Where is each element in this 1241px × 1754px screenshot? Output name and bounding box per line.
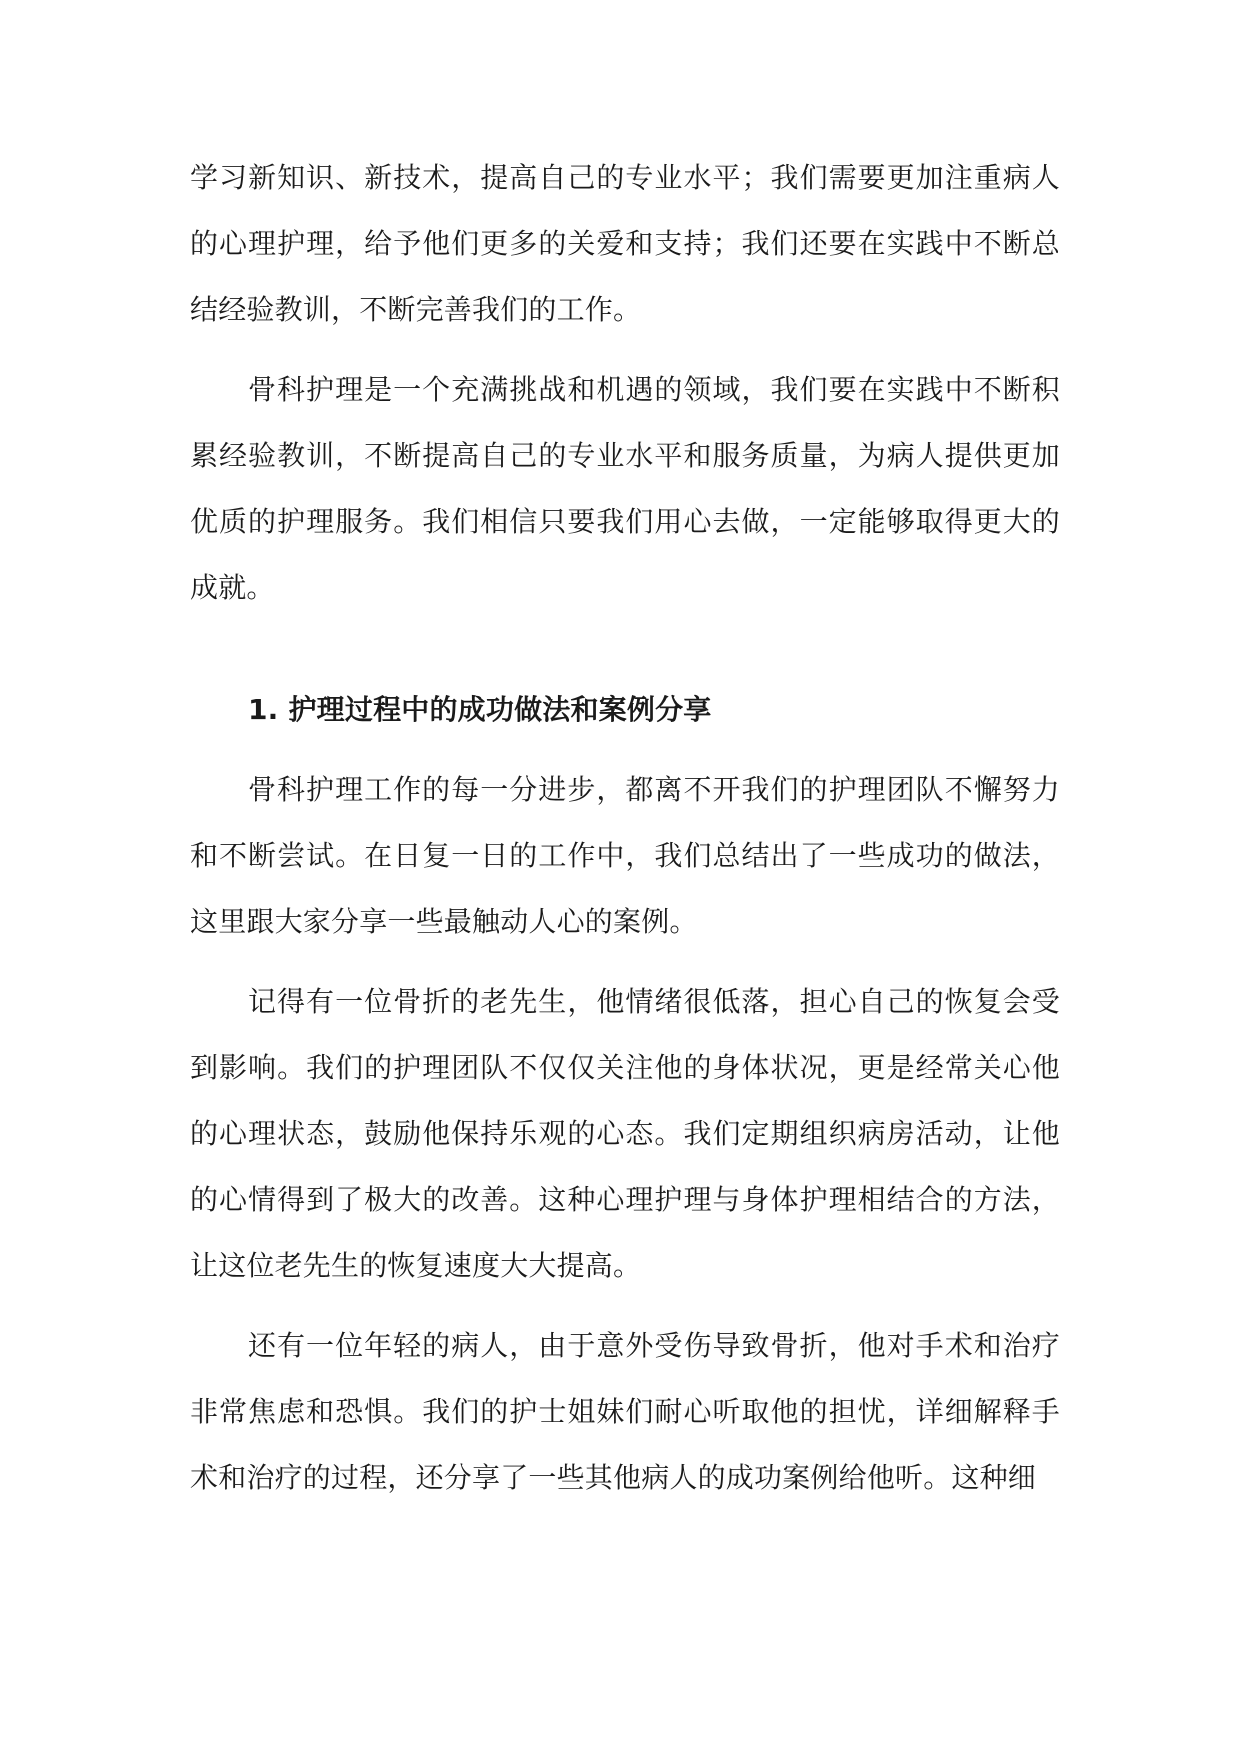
section-heading: 1. 护理过程中的成功做法和案例分享 [248, 693, 712, 726]
paragraph-summary: 骨科护理是一个充满挑战和机遇的领域，我们要在实践中不断积累经验教训，不断提高自己的专业水平和服务质量，为病人提供更加优质的护理服务。我们相信只要我们用心去做，一定能够取得更大的成就。 [190, 373, 1060, 604]
paragraph-case-young: 还有一位年轻的病人，由于意外受伤导致骨折，他对手术和治疗非常焦虑和恐惧。我们的护士姐妹们耐心听取他的担忧，详细解释手术和治疗的过程，还分享了一些其他病人的成功案例给他听。这种细 [190, 1329, 1060, 1494]
paragraph-continued: 学习新知识、新技术，提高自己的专业水平；我们需要更加注重病人的心理护理，给予他们更多的关爱和支持；我们还要在实践中不断总结经验教训，不断完善我们的工作。 [190, 161, 1060, 326]
paragraph-case-elderly: 记得有一位骨折的老先生，他情绪很低落，担心自己的恢复会受到影响。我们的护理团队不仅仅关注他的身体状况，更是经常关心他的心理状态，鼓励他保持乐观的心态。我们定期组织病房活动，让他的心情得到了极大的改善。这种心理护理与身体护理相结合的方法，让这位老先生的恢复速度大大提高。 [190, 985, 1060, 1282]
document-body [190, 145, 1060, 1525]
paragraph-intro: 骨科护理工作的每一分进步，都离不开我们的护理团队不懈努力和不断尝试。在日复一日的工作中，我们总结出了一些成功的做法，这里跟大家分享一些最触动人心的案例。 [190, 773, 1060, 938]
